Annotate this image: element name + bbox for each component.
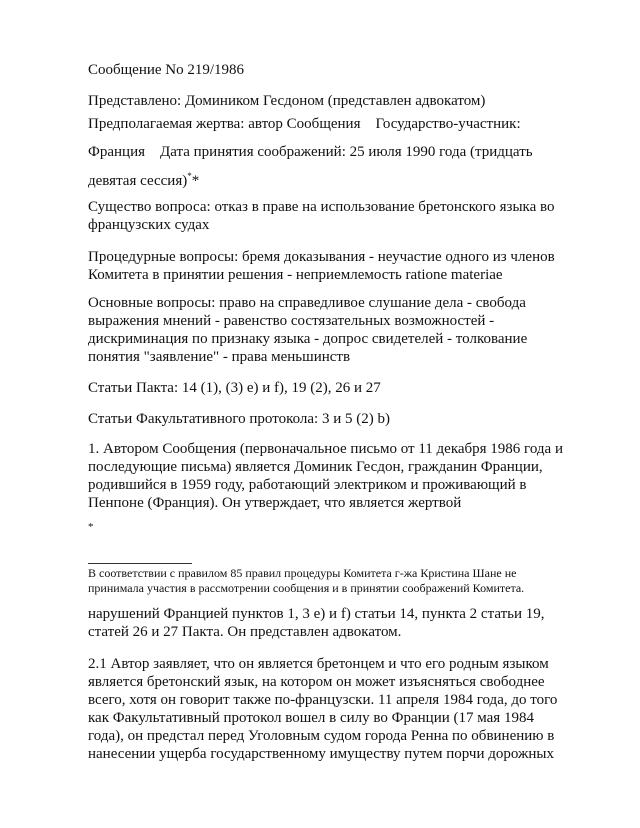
footnote-line: В соответствии с правилом 85 правил процедуры Комитета г-жа Кристина Шане не bbox=[88, 566, 517, 580]
paragraph-2-1-line: всего, хотя он говорит также по-французски. 11 апреля 1984 года, до того bbox=[88, 692, 558, 708]
paragraph-1-continued-line: статей 26 и 27 Пакта. Он представлен адвокатом. bbox=[88, 624, 402, 640]
procedural-line: Комитета в принятии решения - неприемлемость ratione materiae bbox=[88, 267, 503, 283]
footnote-marker: * bbox=[88, 521, 94, 533]
paragraph-1-line: 1. Автором Сообщения (первоначальное письмо от 11 декабря 1986 года и bbox=[88, 441, 563, 457]
main-issues-line: Основные вопросы: право на справедливое слушание дела - свобода bbox=[88, 295, 526, 311]
paragraph-2-1-line: года), он предстал перед Уголовным судом города Ренна по обвинению в bbox=[88, 728, 555, 744]
paragraph-1-continued-line: нарушений Францией пунктов 1, 3 e) и f) статьи 14, пункта 2 статьи 19, bbox=[88, 606, 545, 622]
footnote-ref: * bbox=[187, 171, 192, 181]
paragraph-2-1-line: является бретонский язык, на котором он может изъясняться свободнее bbox=[88, 674, 545, 690]
paragraph-2-1-line: нанесении ущерба государственному имуществу путем порчи дорожных bbox=[88, 746, 554, 762]
submitted-by: Представлено: Домиником Гесдоном (представлен адвокатом) bbox=[88, 93, 486, 109]
paragraph-1-line: родившийся в 1959 году, работающий электриком и проживающий в bbox=[88, 477, 527, 493]
session-line bbox=[88, 167, 199, 190]
main-issues-line: понятия "заявление" - права меньшинств bbox=[88, 349, 351, 365]
main-issues-line: дискриминация по признаку языка - допрос свидетелей - толкование bbox=[88, 331, 528, 347]
procedural-line: Процедурные вопросы: бремя доказывания - неучастие одного из членов bbox=[88, 249, 555, 265]
communication-number: Сообщение No 219/1986 bbox=[88, 62, 245, 78]
footnote-star: * bbox=[191, 173, 200, 189]
substance-line: Существо вопроса: отказ в праве на использование бретонского языка во bbox=[88, 199, 555, 215]
protocol-articles: Статьи Факультативного протокола: 3 и 5 (2) b) bbox=[88, 411, 390, 427]
substance-line: французских судах bbox=[88, 217, 210, 233]
footnote-line: принимала участия в рассмотрении сообщения и в принятии соображений Комитета. bbox=[88, 581, 525, 595]
footnote-separator bbox=[88, 563, 192, 564]
paragraph-1-line: Пенпоне (Франция). Он утверждает, что является жертвой bbox=[88, 495, 462, 511]
paragraph-2-1-line: как Факультативный протокол вошел в силу во Франции (17 мая 1984 bbox=[88, 710, 534, 726]
covenant-articles: Статьи Пакта: 14 (1), (3) e) и f), 19 (2), 26 и 27 bbox=[88, 380, 381, 396]
paragraph-1-line: последующие письма) является Доминик Гесдон, гражданин Франции, bbox=[88, 459, 543, 475]
alleged-victim: Предполагаемая жертва: автор Сообщения Государство-участник: bbox=[88, 116, 521, 132]
paragraph-2-1-line: 2.1 Автор заявляет, что он является бретонцем и что его родным языком bbox=[88, 656, 549, 672]
main-issues-line: выражения мнений - равенство состязательных возможностей - bbox=[88, 313, 495, 329]
adoption-date: Франция Дата принятия соображений: 25 июля 1990 года (тридцать bbox=[88, 144, 533, 160]
session-text: девятая сессия) bbox=[88, 173, 188, 189]
